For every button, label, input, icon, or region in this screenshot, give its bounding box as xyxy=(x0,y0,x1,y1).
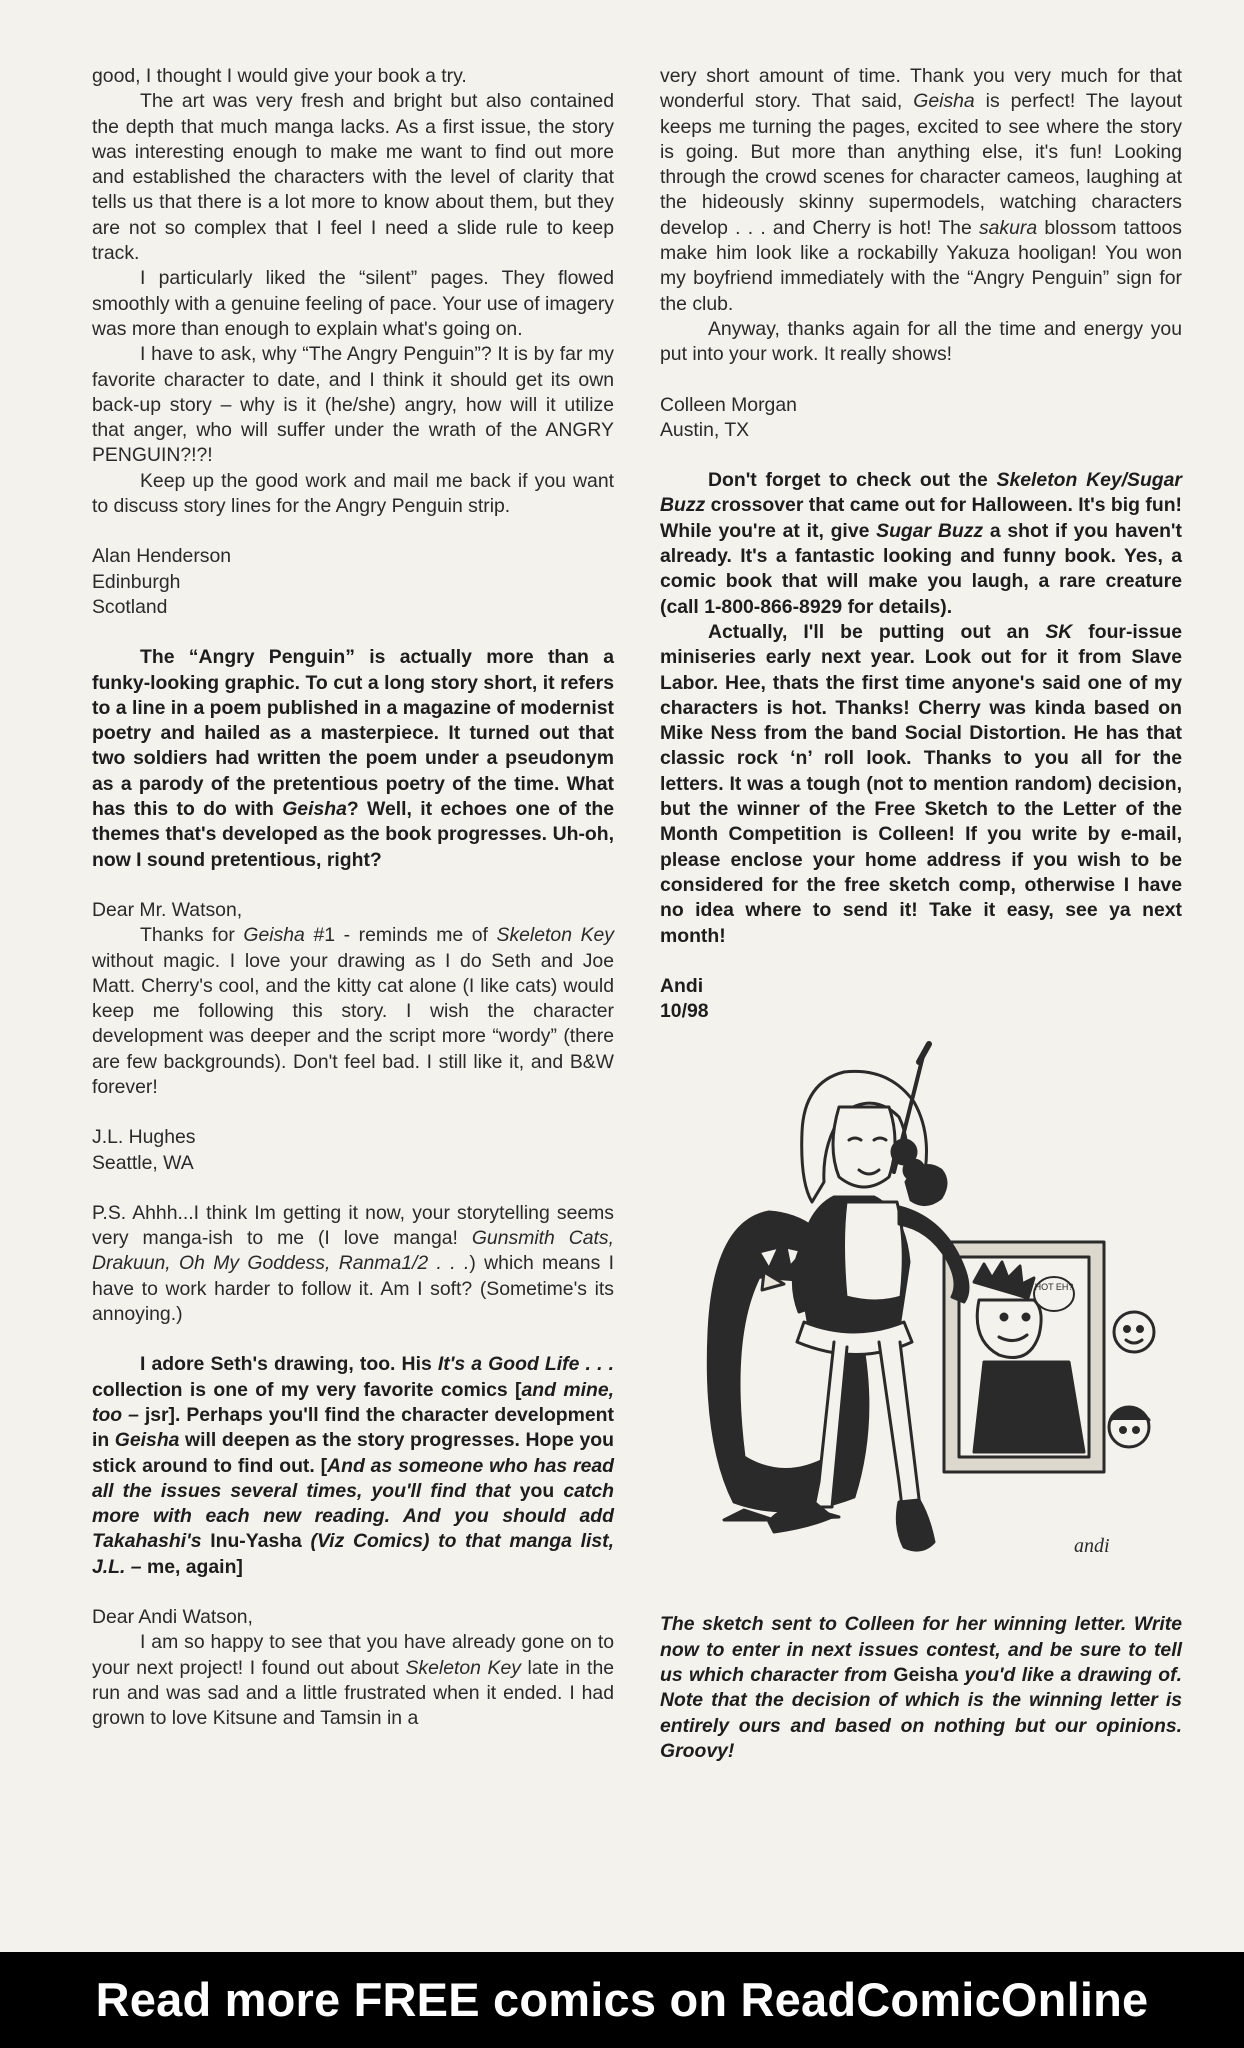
sketch-illustration xyxy=(674,1032,1174,1612)
promo-banner[interactable]: Read more FREE comics on ReadComicOnline xyxy=(0,1952,1244,2048)
letter1-paragraph: I have to ask, why “The Angry Penguin”? It is by far my favorite character to date, and I think it should get its own back-up story – why is it (he/she) angry, how will it utilize that anger, who will suffer under the wrath of the ANGRY PENGUIN?!?! xyxy=(92,343,614,467)
cameo-faces xyxy=(1109,1312,1154,1447)
letter1-paragraph: The art was very fresh and bright but also contained the depth that much manga lacks. As a first issue, the story was interesting enough to make me want to find out more and established the characters with the level of clarity that tells us that there is a lot more to know about them, but they are not so complex that I feel I need a slide rule to keep track. xyxy=(92,90,614,265)
sketch-caption: The sketch sent to Colleen for her winning letter. Write now to enter in next issues contest, and be sure to tell us which character from Geisha you'd like a drawing of. Note that the decision of which is the winning letter is entirely ours and based on nothing but our opinions. Groovy! xyxy=(660,1613,1182,1762)
letter3-signature xyxy=(660,393,1182,444)
letter2-postscript: P.S. Ahhh...I think Im getting it now, your storytelling seems very manga-ish to me (I love manga! Gunsmith Cats, Drakuun, Oh My Goddess, Ranma1/2 . . .) which means I have to work harder to follow it. Am I soft? (Sometime's its annoying.) xyxy=(92,1201,615,1326)
signature-city: Edinburgh xyxy=(92,570,181,593)
letter1-continued: good, I thought I would give your book a try. xyxy=(92,65,467,87)
letter2-salutation: Dear Mr. Watson, xyxy=(92,898,243,921)
letter3-body: I am so happy to see that you have already gone on to your next project! I found out about Skeleton Key late in the run and was sad and a little frustrated when it ended. I had grown to love Kitsune and Tamsin in a xyxy=(92,1631,615,1730)
speech-bubble-text: HOT EH? xyxy=(1034,1282,1074,1293)
letter3-continued: very short amount of time. Thank you very much for that wonderful story. That said, Geisha is perfect! The layout keeps me turning the pages, excited to see where the story is going. But more than anything else, it's fun! Looking through the crowd scenes for character cameos, laughing at the hideously skinny supermodels, watching characters develop . . . and Cherry is hot! The sakura blossom tattoos make him look like a rockabilly Yakuza hooligan! You won my boyfriend immediately with the “Angry Penguin” sign for the club. xyxy=(660,65,1182,315)
letter1-signature xyxy=(92,544,614,620)
editor-reply-3: Don't forget to check out the Skeleton Key/Sugar Buzz crossover that came out for Halloween. It's big fun! While you're at it, give Sugar Buzz a shot if you haven't already. It's a fantastic looking and funny book. Yes, a comic book that will make you laugh, a rare creature (call 1-800-866-8929 for details). xyxy=(660,469,1182,618)
letter3-paragraph: Anyway, thanks again for all the time and energy you put into your work. It really shows! xyxy=(660,317,1182,366)
signature-name: J.L. Hughes xyxy=(92,1126,196,1149)
signature-city: Seattle, WA xyxy=(92,1151,194,1174)
letter3-salutation: Dear Andi Watson, xyxy=(92,1606,253,1629)
signature-name: Alan Henderson xyxy=(92,545,232,568)
left-column xyxy=(92,64,614,1732)
editor-signature xyxy=(660,974,1182,1025)
editor-reply-1: The “Angry Penguin” is actually more than a funky-looking graphic. To cut a long story short, it refers to a line in a poem published in a magazine of modernist poetry and hailed as a masterpiece. It turned out that two soldiers had written the poem under a pseudonym as a parody of the pretentious poetry of the time. What has this to do with Geisha? Well, it echoes one of the themes that's developed as the book progresses. Uh-oh, now I sound pretentious, right? xyxy=(92,646,614,871)
signature-country: Scotland xyxy=(92,595,168,618)
editor-reply-2: I adore Seth's drawing, too. His It's a Good Life . . . collection is one of my very favorite comics [and mine, too – jsr]. Perhaps you'll find the character development in Geisha will deepen as the story progresses. Hope you stick around to find out. [And as someone who has read all the issues several times, you'll find that you catch more with each new reading. And you should add Takahashi's Inu-Yasha (Viz Comics) to that manga list, J.L. – me, again] xyxy=(92,1353,615,1578)
right-column xyxy=(660,64,1182,1764)
letter2-signature xyxy=(92,1125,614,1176)
signature-name: Andi xyxy=(660,974,704,997)
signature-date: 10/98 xyxy=(660,1000,709,1023)
letter1-paragraph: I particularly liked the “silent” pages. They flowed smoothly with a genuine feeling of pace. Your use of imagery was more than enough to explain what's going on. xyxy=(92,267,614,340)
signature-city: Austin, TX xyxy=(660,418,750,441)
letter1-paragraph: Keep up the good work and mail me back if you want to discuss story lines for the Angry Penguin strip. xyxy=(92,469,614,518)
editor-reply-3: Actually, I'll be putting out an SK four-issue miniseries early next year. Look out for it from Slave Labor. Hee, thats the first time anyone's said one of my characters is hot. Thanks! Cherry was kinda based on Mike Ness from the band Social Distortion. He has that classic rock ‘n’ roll look. Thanks to you all for the letters. It was a tough (not to mention random) decision, but the winner of the Free Sketch to the Letter of the Month Competition is Colleen! If you write by e-mail, please enclose your home address if you wish to be considered for the free sketch comp, otherwise I have no idea where to send it! Take it easy, see ya next month! xyxy=(660,620,1182,947)
artist-signature: andi xyxy=(1074,1535,1110,1558)
letter2-body: Thanks for Geisha #1 - reminds me of Skeleton Key without magic. I love your drawing as I do Seth and Joe Matt. Cherry's cool, and the kitty cat alone (I like cats) would keep me following this story. I wish the character development was deeper and the script more “wordy” (there are few backgrounds). Don't feel bad. I still like it, and B&W forever! xyxy=(92,924,614,1098)
signature-name: Colleen Morgan xyxy=(660,393,797,416)
